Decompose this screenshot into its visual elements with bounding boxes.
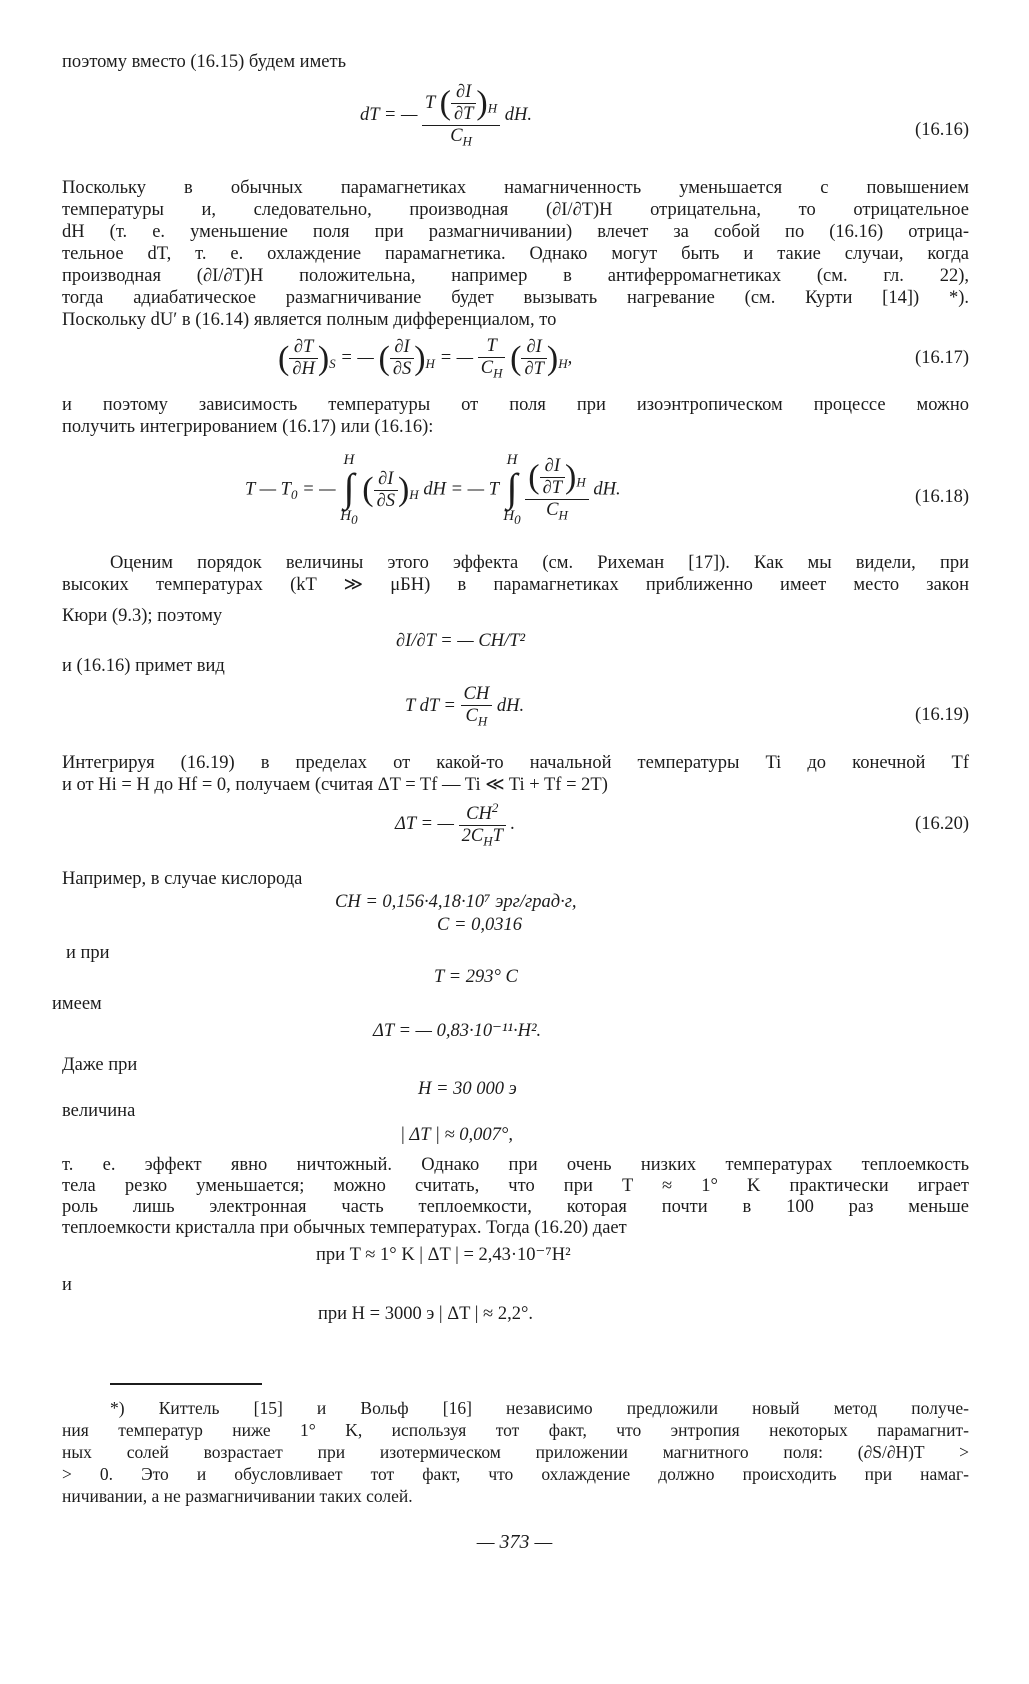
equation-number: (16.17) — [915, 348, 969, 368]
text-line: тогда адиабатическое размагничивание будет вызывать нагревание (см. Курти [14]) *). — [62, 288, 969, 308]
formula-low-field: при H = 3000 э | ΔT | ≈ 2,2°. — [318, 1304, 533, 1324]
text-line: Поскольку в обычных парамагнетиках намагниченность уменьшается с повышением — [62, 178, 969, 198]
text-line: тела резко уменьшается; можно считать, что при T ≈ 1° K практически играет — [62, 1176, 969, 1196]
equation-number: (16.19) — [915, 705, 969, 725]
text-line: роль лишь электронная часть теплоемкости, которая почти в 100 раз меньше — [62, 1197, 969, 1217]
text-line: поэтому вместо (16.15) будем иметь — [62, 52, 347, 72]
text-line: величина — [62, 1101, 136, 1121]
text-line: имеем — [52, 994, 102, 1014]
value-dt: ΔT = — 0,83·10⁻¹¹·H². — [373, 1021, 542, 1041]
text-line: и от Hi = H до Hf = 0, получаем (считая ΔT = Tf — Ti ≪ Ti + Tf = 2T) — [62, 775, 608, 795]
text-line: Интегрируя (16.19) в пределах от какой-то начальной температуры Ti до конечной Tf — [62, 753, 969, 773]
text-line: Даже при — [62, 1055, 138, 1075]
text-line: Оценим порядок величины этого эффекта (см. Рихеман [17]). Как мы видели, при — [110, 553, 969, 573]
text-line: и при — [66, 943, 110, 963]
value-h: H = 30 000 э — [418, 1079, 517, 1099]
text-line: т. е. эффект явно ничтожный. Однако при очень низких температурах теплоемкость — [62, 1155, 969, 1175]
equation-number: (16.20) — [915, 814, 969, 834]
text-line: высоких температурах (kT ≫ μБH) в парамагнетиках приближенно имеет место закон — [62, 575, 969, 595]
footnote-divider — [110, 1383, 262, 1385]
formula-low-temperature: при T ≈ 1° K | ΔT | = 2,43·10⁻⁷H² — [316, 1245, 571, 1265]
equation-16-19: T dT = $\frac{CH}{C_H}$ dH. — [405, 684, 525, 729]
text-line: и — [62, 1275, 72, 1295]
footnote-line: ных солей возрастает при изотермическом приложении магнитного поля: (∂S/∂H)T > — [62, 1442, 969, 1462]
text-line: тельное dT, т. е. охлаждение парамагнетика. Однако могут быть и такие случаи, когда — [62, 244, 969, 264]
curie-law-formula: ∂I/∂T = — CH/T² — [396, 631, 526, 651]
page-number: — 373 — — [476, 1531, 553, 1553]
equation-16-18: T — $T_0$ = — H ∫ $H_0$ ( $\frac{\partial I}{\partial S}$ )$_H$ dH = — T H ∫ $H_0$ ( $\frac{\partial I}{\partial T}$ )$_H$ $C_H$ dH. — [245, 452, 621, 527]
equation-16-20: ΔT = — $\frac{CH^2}{2C_HT}$ . — [395, 800, 516, 849]
value-c: C = 0,0316 — [437, 915, 522, 935]
text-line: и поэтому зависимость температуры от поля при изоэнтропическом процессе можно — [62, 395, 969, 415]
text-line: dH (т. е. уменьшение поля при размагничивании) влечет за собой по (16.16) отрица- — [62, 222, 969, 242]
equation-16-16: dT = — T ( $\frac{\partial I}{\partial T}$ )$_H$ $C_H$ dH. — [360, 82, 532, 149]
text-line: Кюри (9.3); поэтому — [62, 606, 223, 626]
text-line: и (16.16) примет вид — [62, 656, 225, 676]
footnote-line: ничивании, а не размагничивании таких солей. — [62, 1486, 413, 1506]
value-t: T = 293° C — [434, 967, 518, 987]
footnote-line: > 0. Это и обусловливает тот факт, что охлаждение должно происходить при намаг- — [62, 1464, 969, 1484]
text-line: производная (∂I/∂T)H положительна, например в антиферромагнетиках (см. гл. 22), — [62, 266, 969, 286]
text-line: получить интегрированием (16.17) или (16.16): — [62, 417, 434, 437]
equation-number: (16.16) — [915, 120, 969, 140]
equation-16-17: ( $\frac{\partial T}{\partial H}$ )$_S$ = — ( $\frac{\partial I}{\partial S}$ )$_H$ = — $\frac{T}{C_H}$ ( $\frac{\partial I}{\partial T}$ )$_H$, — [278, 336, 573, 381]
footnote-line: ния температур ниже 1° K, используя тот факт, что энтропия некоторых парамагнит- — [62, 1420, 969, 1440]
text-line: температуры и, следовательно, производная (∂I/∂T)H отрицательна, то отрицательное — [62, 200, 969, 220]
equation-number: (16.18) — [915, 487, 969, 507]
value-dt-abs: | ΔT | ≈ 0,007°, — [400, 1125, 513, 1145]
text-line: теплоемкости кристалла при обычных температурах. Тогда (16.20) дает — [62, 1218, 627, 1238]
value-ch: CH = 0,156·4,18·10⁷ эрг/град·г, — [335, 892, 577, 912]
text-line: Поскольку dU′ в (16.14) является полным дифференциалом, то — [62, 310, 557, 330]
text-line: Например, в случае кислорода — [62, 869, 303, 889]
footnote-line: *) Киттель [15] и Вольф [16] независимо предложили новый метод получе- — [110, 1398, 969, 1418]
